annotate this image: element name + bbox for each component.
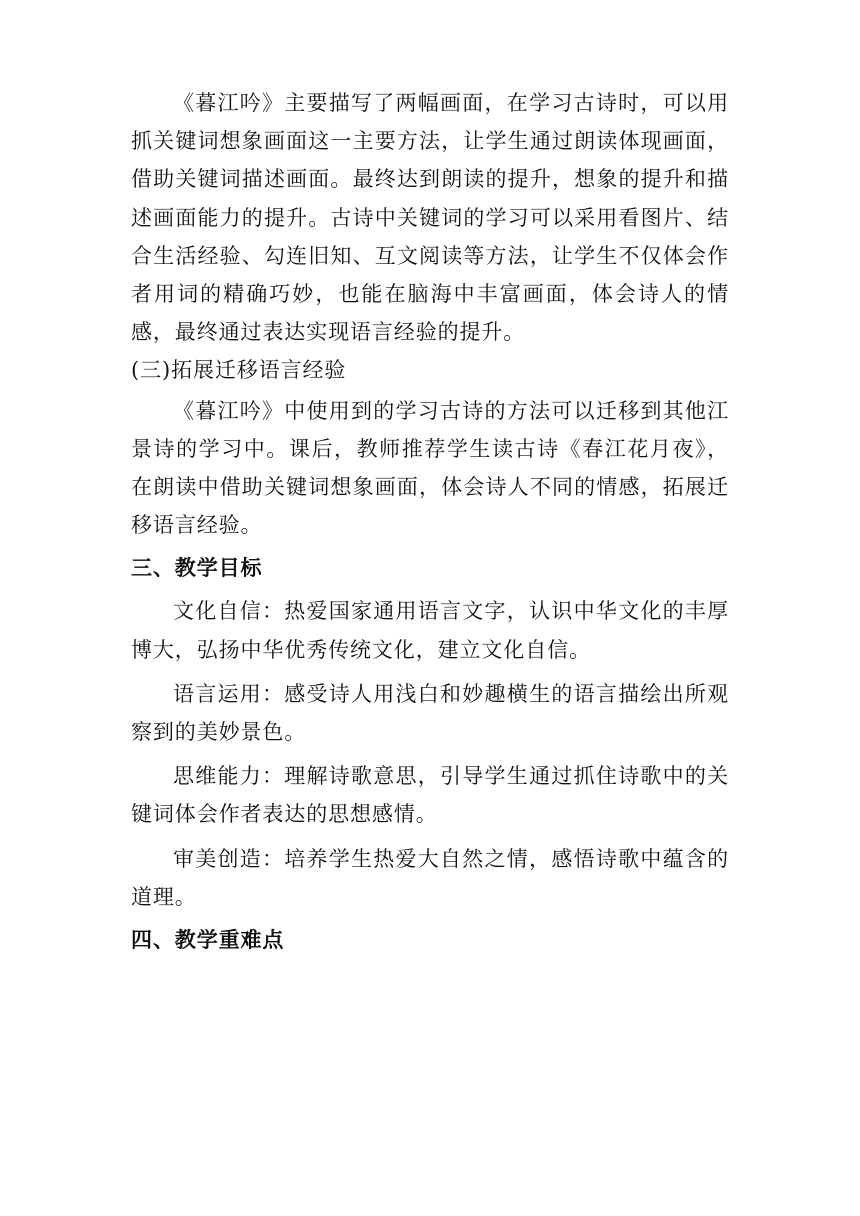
heading-key-difficulties: 四、教学重难点 (131, 928, 285, 953)
goal-cultural-confidence: 文化自信：热爱国家通用语言文字，认识中华文化的丰厚博大，弘扬中华优秀传统文化，建立文化自信。 (131, 599, 729, 662)
document-body (131, 84, 729, 964)
goal-aesthetic-creation: 审美创造：培养学生热爱大自然之情，感悟诗歌中蕴含的道理。 (131, 846, 729, 909)
goal-language-use: 语言运用：感受诗人用浅白和妙趣横生的语言描绘出所观察到的美妙景色。 (131, 681, 729, 745)
paragraph-method: 《暮江吟》主要描写了两幅画面，在学习古诗时，可以用抓关键词想象画面这一主要方法，让学生通过朗读体现画面，借助关键词描述画面。最终达到朗读的提升，想象的提升和描述画面能力的提升。古诗中关键词的学习可以采用看图片、结合生活经验、勾连旧知、互文阅读等方法，让学生不仅体会作者用词的精确巧妙，也能在脑海中丰富画面，体会诗人的情感，最终通过表达实现语言经验的提升。 (131, 91, 729, 345)
paragraph-transfer: 《暮江吟》中使用到的学习古诗的方法可以迁移到其他江景诗的学习中。课后，教师推荐学生读古诗《春江花月夜》，在朗读中借助关键词想象画面，体会诗人不同的情感，拓展迁移语言经验。 (131, 398, 729, 538)
goal-thinking-ability: 思维能力：理解诗歌意思，引导学生通过抓住诗歌中的关键词体会作者表达的思想感情。 (131, 764, 729, 827)
subheading-extend-transfer: (三)拓展迁移语言经验 (131, 358, 347, 383)
heading-teaching-goals: 三、教学目标 (131, 556, 263, 581)
